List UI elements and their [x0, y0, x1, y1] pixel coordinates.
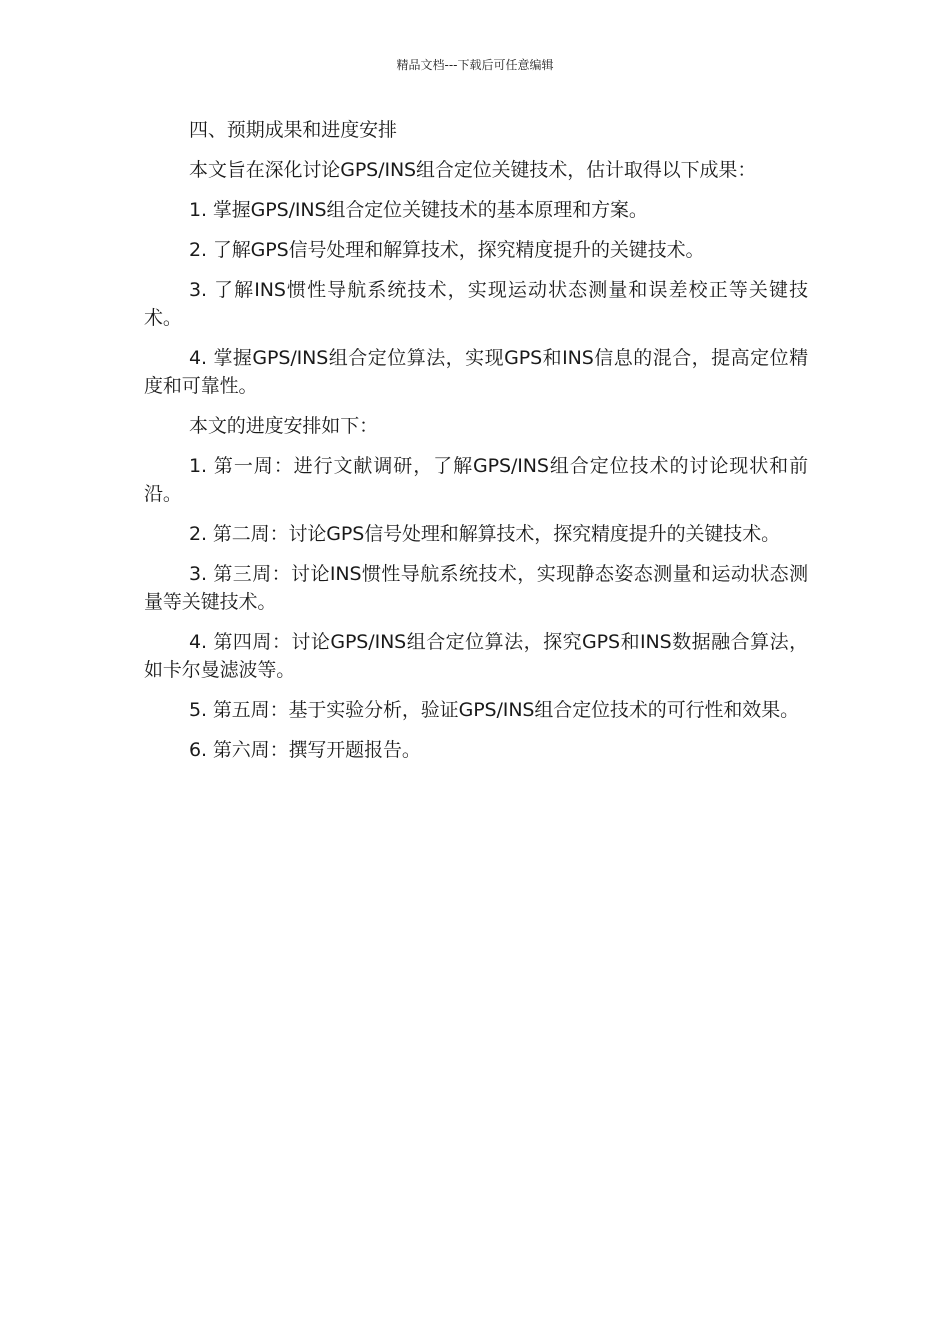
document-body [144, 116, 808, 776]
schedule-intro: 本文的进度安排如下： [189, 415, 379, 437]
schedule-item: 6. 第六周：撰写开题报告。 [189, 739, 421, 761]
schedule-item: 5. 第五周：基于实验分析，验证GPS/INS组合定位技术的可行性和效果。 [189, 699, 799, 721]
schedule-item: 2. 第二周：讨论GPS信号处理和解算技术，探究精度提升的关键技术。 [189, 523, 781, 545]
schedule-item: 1. 第一周：进行文献调研，了解GPS/INS组合定位技术的讨论现状和前沿。 [144, 455, 808, 505]
outcome-item: 4. 掌握GPS/INS组合定位算法，实现GPS和INS信息的混合，提高定位精度和可靠性。 [144, 347, 808, 397]
section-heading: 四、预期成果和进度安排 [189, 119, 397, 141]
schedule-item: 4. 第四周：讨论GPS/INS组合定位算法，探究GPS和INS数据融合算法，如卡尔曼滤波等。 [144, 631, 808, 681]
outcome-item: 3. 了解INS惯性导航系统技术，实现运动状态测量和误差校正等关键技术。 [144, 279, 808, 329]
schedule-item: 3. 第三周：讨论INS惯性导航系统技术，实现静态姿态测量和运动状态测量等关键技术。 [144, 563, 808, 613]
intro-paragraph: 本文旨在深化讨论GPS/INS组合定位关键技术，估计取得以下成果： [189, 159, 757, 181]
page-header: 精品文档---下载后可任意编辑 [396, 58, 554, 72]
outcome-item: 1. 掌握GPS/INS组合定位关键技术的基本原理和方案。 [189, 199, 648, 221]
outcome-item: 2. 了解GPS信号处理和解算技术，探究精度提升的关键技术。 [189, 239, 705, 261]
